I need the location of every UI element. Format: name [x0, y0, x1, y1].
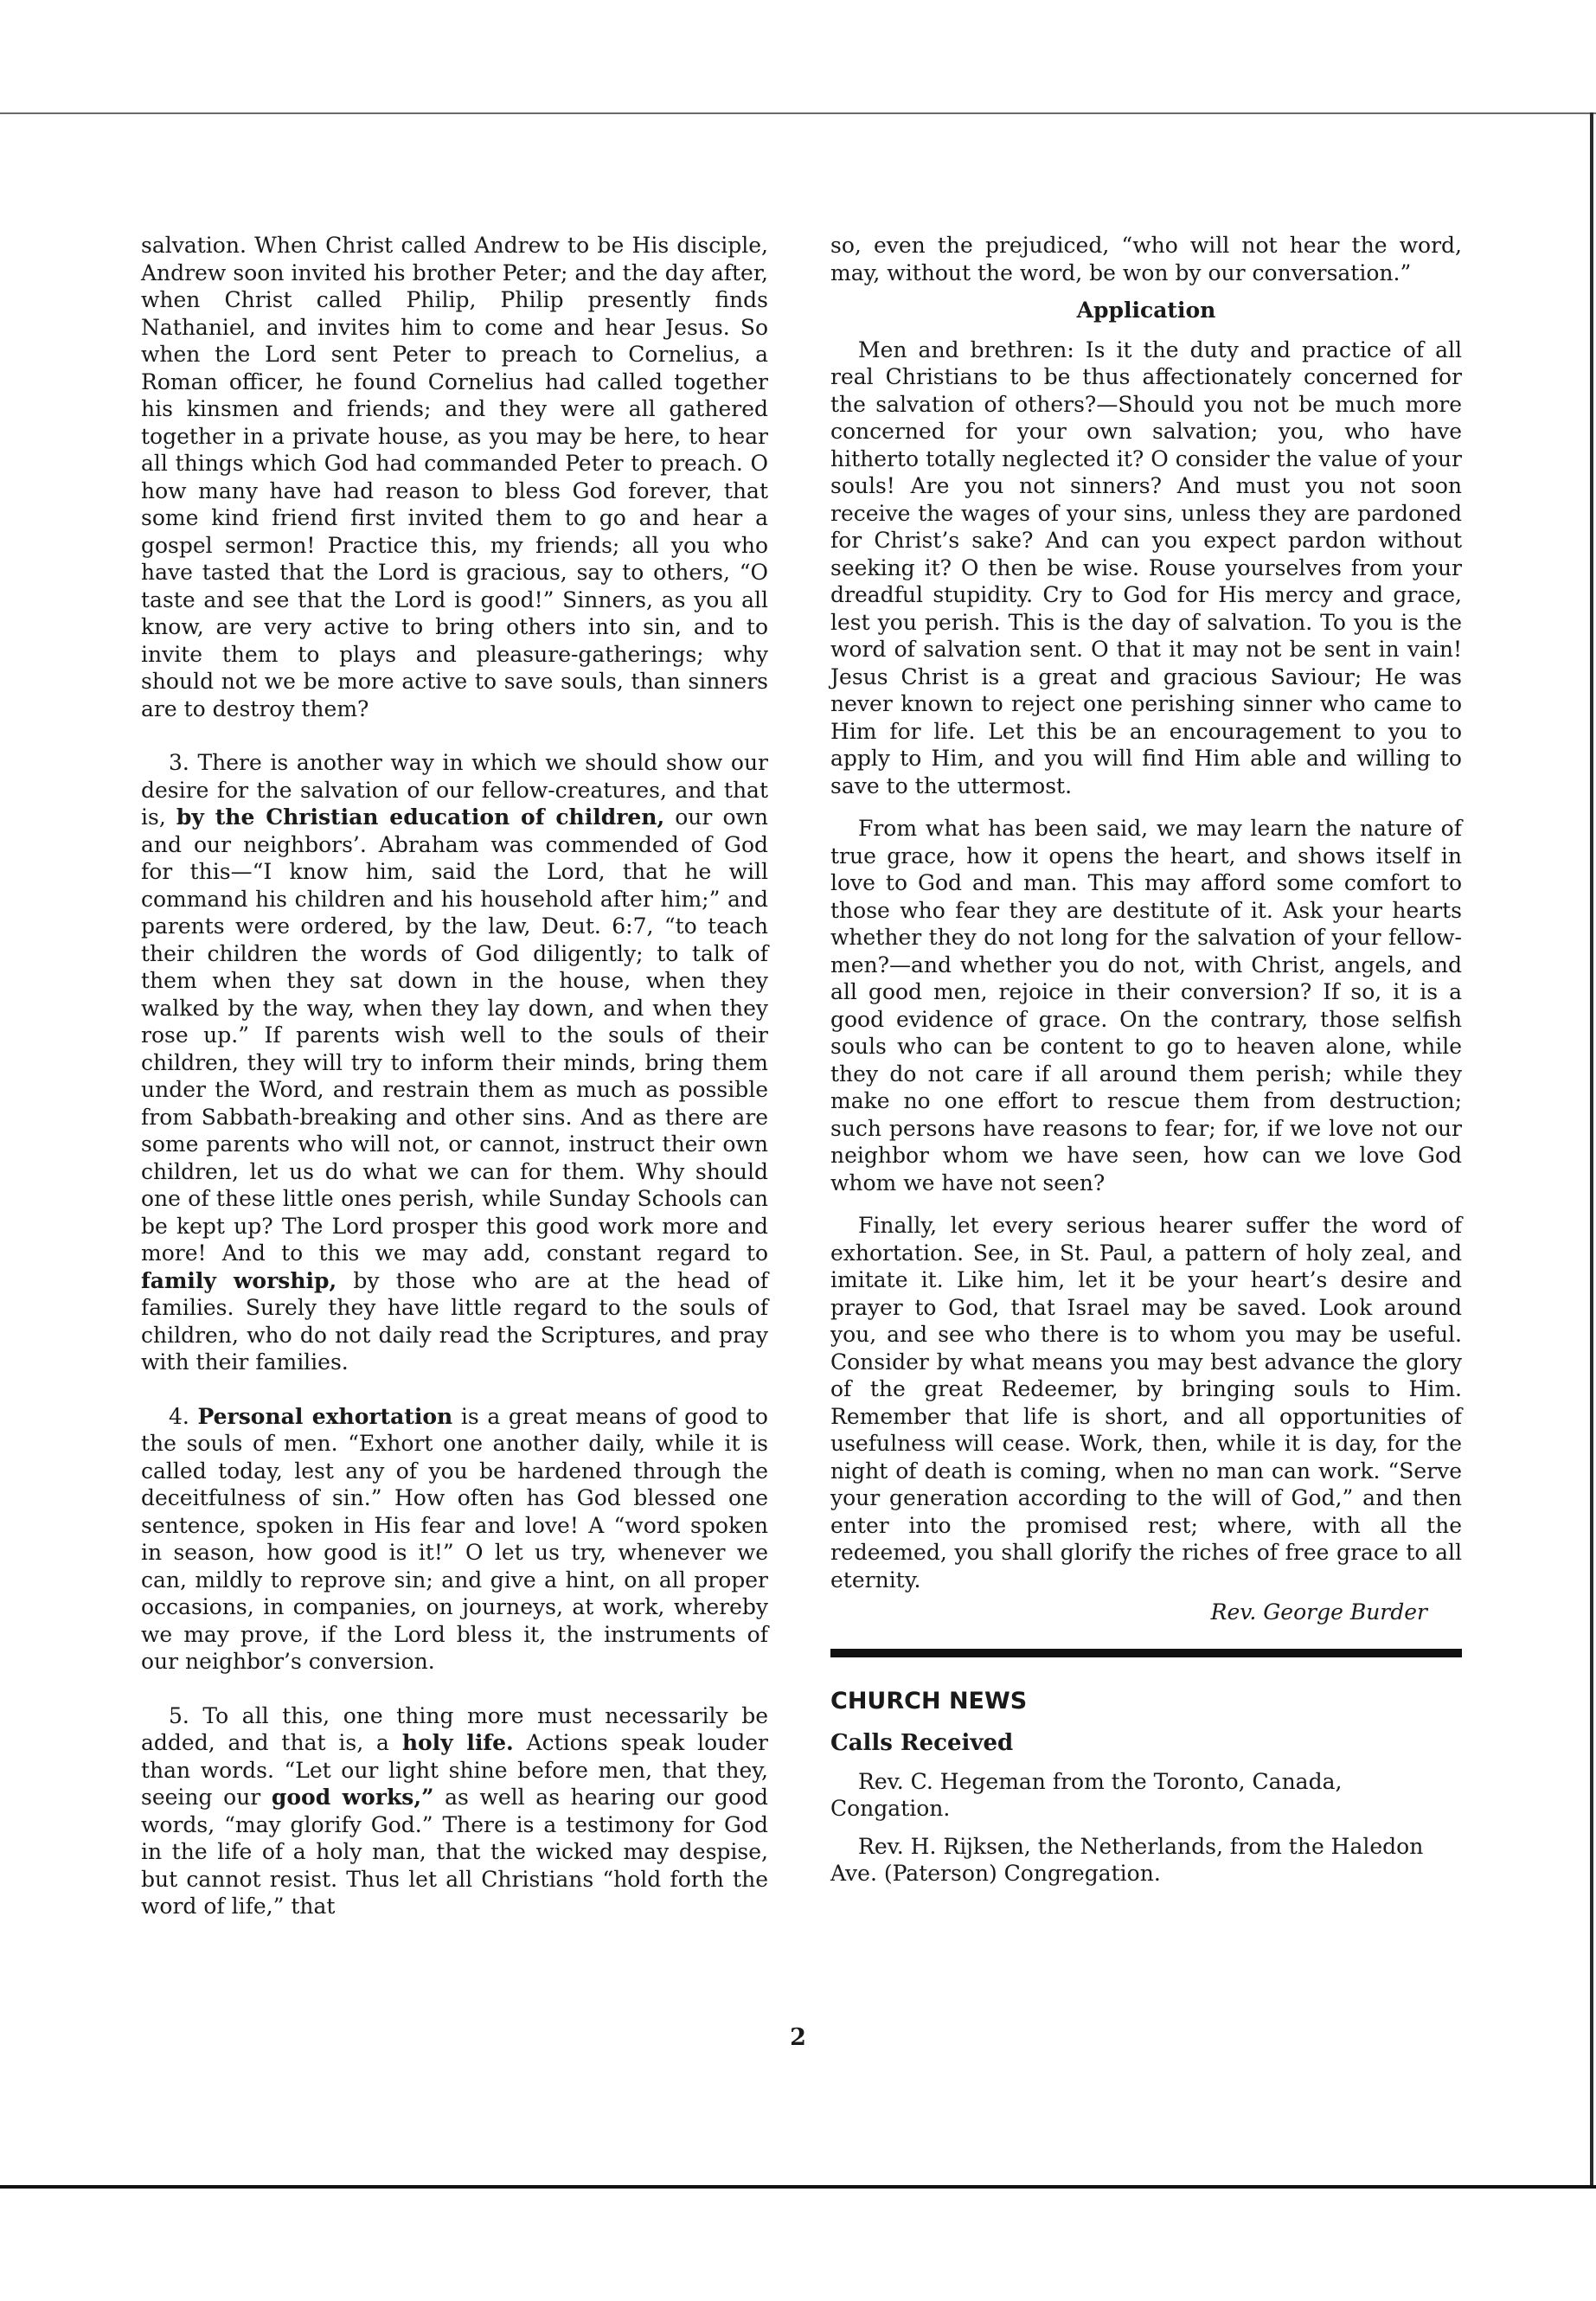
emphasis-education: by the Christian education of children, [176, 804, 665, 830]
bottom-rule [0, 2185, 1596, 2189]
paragraph-salvation: salvation. When Christ called Andrew to be His disciple, Andrew soon invited his brother Peter; and the day after, when Christ called Philip, Philip presently finds Nathaniel, and invites him to come and hear Jesus. So when the Lord sent Peter to preach to Cornelius, a Roman officer, he found Cornelius had called together his kinsmen and friends; and they were all gathered together in a private house, as you may be here, to hear all things which God had commanded Peter to preach. O how many have had reason to bless God forever, that some kind friend first invited them to go and hear a gospel sermon! Practice this, my friends; all you who have tasted that the Lord is gracious, say to others, “O taste and see that the Lord is good!” Sinners, as you all know, are very active to bring others into sin, and to invite them to plays and pleasure-gatherings; why should not we be more active to save souls, than sinners are to destroy them? [141, 233, 768, 721]
paragraph-point-5 [141, 1702, 768, 1920]
emphasis-personal-exhortation: Personal exhortation [197, 1403, 453, 1429]
news-item: Rev. C. Hegeman from the Toronto, Canada, Congation. [830, 1768, 1343, 1821]
emphasis-family-worship: family worship, [141, 1267, 337, 1293]
paragraph-application: Men and brethren: Is it the duty and practice of all real Christians to be thus affectionately concerned for the salvation of others?—Should you not be much more concerned for your own salvation; you, who have hitherto totally neglected it? O consider the value of your souls! Are you not sinners? And must you not soon receive the wages of your sins, unless they are pardoned for Christ’s sake? And can you expect pardon without seeking it? O then be wise. Rouse yourselves from your dreadful stupidity. Cry to God for His mercy and grace, lest you perish. This is the day of salvation. To you is the word of salvation sent. O that it may not be sent in vain! Jesus Christ is a great and gracious Saviour; He was never known to reject one perishing sinner who came to Him for life. Let this be an encouragement to you to apply to Him, and you will find Him able and willing to save to the uttermost. [830, 336, 1462, 798]
right-column [830, 232, 1462, 1888]
paragraph-finally: Finally, let every serious hearer suffer the word of exhortation. See, in St. Paul, a pattern of holy zeal, and imitate it. Like him, let it be your heart’s desire and prayer to God, that Israel may be saved. Look around you, and see who there is to whom you may be useful. Consider by what means you may best advance the glory of the great Redeemer, by bringing souls to Him. Remember that life is short, and all opportunities of usefulness will cease. Work, then, while it is day, for the night of death is coming, when no man can work. “Serve your generation according to the will of God,” and then enter into the promised rest; where, with all the redeemed, you shall glorify the riches of free grace to all eternity. [830, 1213, 1462, 1593]
text-segment: is a great means of good to the souls of men. “Exhort one another daily, while it is called today, lest any of you be hardened through the deceitfulness of sin.” How often has God blessed one sentence, spoken in His fear and love! A “word spoken in season, how good is it!” O let us try, whenever we can, mildly to reprove sin; and give a hint, on all proper occasions, in companies, on journeys, at work, whereby we may prove, if the Lord bless it, the instruments of our neighbor’s conversion. [141, 1403, 768, 1674]
page-number: 2 [790, 2024, 806, 2051]
top-rule [0, 112, 1596, 114]
emphasis-holy-life: holy life. [401, 1730, 514, 1755]
text-segment: 4. [169, 1403, 198, 1429]
author-signature: Rev. George Burder [1210, 1599, 1427, 1625]
text-segment: by those who are at the head of families. Surely they have little regard to the souls of children, who do not daily read the Scriptures, and pray with their families. [141, 1267, 769, 1375]
news-item: Rev. H. Rijksen, the Netherlands, from the Haledon Ave. (Paterson) Congregation. [830, 1833, 1424, 1886]
text-segment: 5. To all this, one thing more must necessarily be added, and that is, a [141, 1702, 768, 1755]
text-segment: our own and our neighbors’. Abraham was commended of God for this—“I know him, said the Lord, that he will command his children and his household after him;” and parents were ordered, by the law, Deut. 6:7, “to teach their children the words of God diligently; to talk of them when they sat down in the house, when they walked by the way, when they lay down, and when they rose up.” If parents wish well to the souls of their children, they will try to inform their minds, bring them under the Word, and restrain them as much as possible from Sabbath-breaking and other sins. And as there are some parents who will not, or cannot, instruct their own children, let us do what we can for them. Why should one of these little ones perish, while Sunday Schools can be kept up? The Lord prosper this good work more and more! And to this we may add, constant regard to [141, 804, 769, 1266]
left-column [141, 232, 768, 1920]
paragraph-point-3 [141, 749, 768, 1376]
application-heading: Application [1076, 298, 1216, 323]
text-segment: as well as hearing our good words, “may glorify God.” There is a testimony for God in the life of a holy man, that the wicked may despise, but cannot resist. Thus let all Christians “hold forth the word of life,” that [141, 1785, 768, 1919]
paragraph-true-grace: From what has been said, we may learn the nature of true grace, how it opens the heart, and shows itself in love to God and man. This may afford some comfort to those who fear they are destitute of it. Ask your hearts whether they do not long for the salvation of your fellow-men?—and whether you do not, with Christ, angels, and all good men, rejoice in their conversion? If so, it is a good evidence of grace. On the contrary, those selfish souls who can be content to go to heaven alone, while they do not care if all around them perish; while they make no one effort to rescue them from destruction; such persons have reasons to fear; for, if we love not our neighbor whom we have seen, how can we love God whom we have not seen? [830, 816, 1462, 1195]
section-divider [830, 1649, 1462, 1657]
paragraph-prejudiced: so, even the prejudiced, “who will not hear the word, may, without the word, be won by our conversation.” [830, 233, 1462, 285]
emphasis-good-works: good works,” [271, 1785, 434, 1810]
paragraph-point-4 [141, 1403, 768, 1676]
calls-received-heading: Calls Received [830, 1729, 1014, 1756]
church-news-heading: CHURCH NEWS [830, 1687, 1028, 1715]
text-segment: 3. There is another way in which we should show our desire for the salvation of our fellow-creatures, and that is, [141, 750, 768, 830]
text-segment: Actions speak louder than words. “Let our light shine before men, that they, seeing our [141, 1730, 768, 1810]
page-edge [1590, 112, 1593, 2189]
